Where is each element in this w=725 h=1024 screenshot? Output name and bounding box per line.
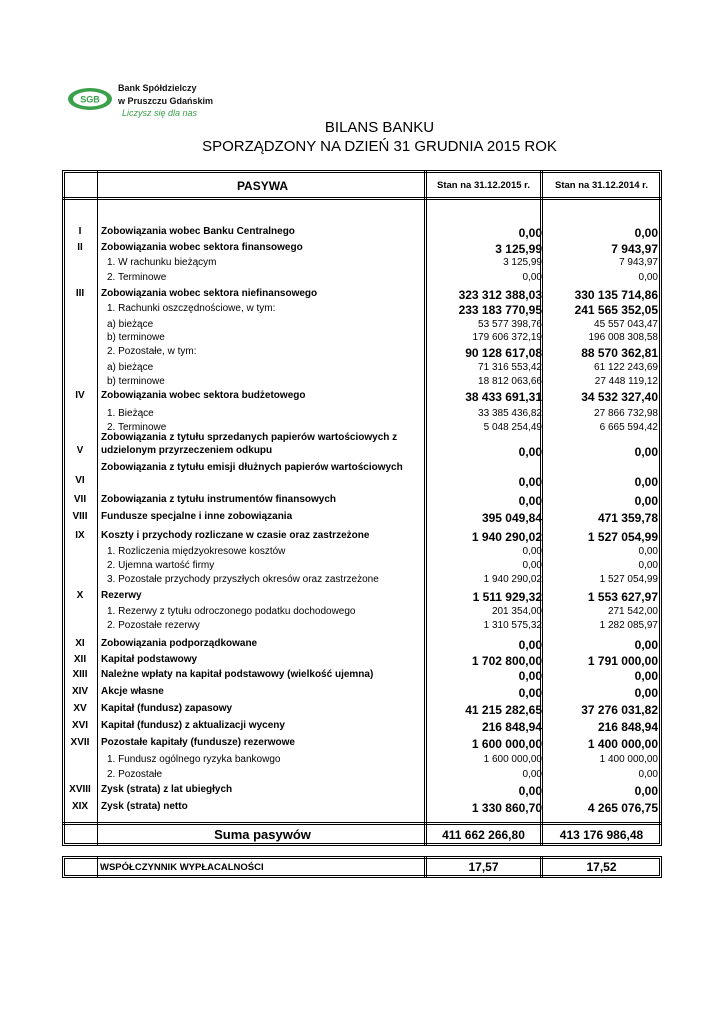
row-label: Zysk (strata) netto: [101, 801, 188, 812]
row-number: XVIII: [69, 784, 91, 795]
row-value-2015: 18 812 063,66: [478, 376, 542, 387]
row-value-2014: 271 542,00: [607, 606, 658, 617]
row-label: 1. Rezerwy z tytułu odroczonego podatku dochodowego: [107, 606, 356, 617]
table-row: [62, 332, 662, 346]
row-value-2014: 0,00: [638, 769, 658, 780]
row-value-2015: 1 310 575,32: [483, 620, 542, 631]
row-label: Koszty i przychody rozliczane w czasie oraz zastrzeżone: [101, 530, 370, 541]
row-label: 1. Rachunki oszczędnościowe, w tym:: [107, 303, 276, 314]
row-label: 2. Pozostałe, w tym:: [107, 346, 197, 357]
row-label: b) terminowe: [107, 332, 165, 343]
solvency-ratio-2015: 17,57: [468, 860, 499, 874]
row-value-2015: 3 125,99: [503, 257, 542, 268]
solvency-ratio-label: WSPÓŁCZYNNIK WYPŁACALNOŚCI: [100, 862, 264, 873]
table-row: [62, 288, 662, 302]
table-row: [62, 257, 662, 271]
document-title: BILANS BANKU: [324, 119, 435, 136]
total-value-2014: 413 176 986,48: [559, 828, 644, 842]
row-value-2015: 323 312 388,03: [458, 288, 542, 302]
column-header-2014: Stan na 31.12.2014 r.: [555, 180, 648, 191]
row-value-2015: 201 354,00: [491, 606, 542, 617]
row-value-2014: 0,00: [634, 686, 658, 700]
row-value-2014: 0,00: [634, 445, 658, 459]
logo-mark: SGB: [80, 94, 100, 105]
row-value-2015: 233 183 770,95: [458, 303, 542, 317]
row-label: Rezerwy: [101, 590, 142, 601]
row-value-2014: 0,00: [634, 669, 658, 683]
bank-name-line1: Bank Spółdzielczy: [118, 83, 197, 93]
row-value-2014: 6 665 594,42: [599, 422, 658, 433]
table-row: [62, 669, 662, 683]
row-value-2014: 0,00: [638, 560, 658, 571]
row-label: 1. Fundusz ogólnego ryzyka bankowgo: [107, 754, 281, 765]
row-label: Zobowiązania wobec sektora finansowego: [101, 242, 303, 253]
row-value-2014: 27 448 119,12: [594, 376, 658, 387]
row-label: 3. Pozostałe przychody przyszłych okresów oraz zastrzeżone: [107, 574, 379, 585]
column-divider: [97, 856, 98, 878]
row-value-2015: 0,00: [522, 546, 542, 557]
row-number: II: [77, 242, 83, 253]
row-value-2015: 71 316 553,42: [478, 362, 542, 373]
row-label: Zobowiązania wobec sektora budżetowego: [101, 390, 306, 401]
row-label: 2. Terminowe: [107, 272, 167, 283]
row-label: Zobowiązania z tytułu emisji dłużnych papierów wartościowych: [101, 462, 403, 473]
row-label: 2. Pozostałe rezerwy: [107, 620, 200, 631]
row-value-2015: 33 385 436,82: [478, 408, 542, 419]
table-row: [62, 530, 662, 544]
row-value-2014: 216 848,94: [597, 720, 658, 734]
row-number: XVI: [71, 720, 89, 731]
table-row: [62, 784, 662, 798]
row-value-2015: 0,00: [518, 226, 542, 240]
table-row: [62, 606, 662, 620]
table-row: [62, 546, 662, 560]
table-row: [62, 226, 662, 240]
table-row: [62, 390, 662, 404]
row-value-2014: 27 866 732,98: [594, 408, 658, 419]
row-number: III: [75, 288, 85, 299]
header-divider: [62, 197, 662, 200]
row-label: 1. Rozliczenia międzyokresowe kosztów: [107, 546, 286, 557]
row-value-2014: 0,00: [634, 494, 658, 508]
row-number: IX: [75, 530, 85, 541]
row-value-2015: 1 702 800,00: [471, 654, 542, 668]
table-row: [62, 754, 662, 768]
row-value-2014: 330 135 714,86: [574, 288, 658, 302]
row-label: Kapitał (fundusz) z aktualizacji wyceny: [101, 720, 285, 731]
row-value-2015: 395 049,84: [481, 511, 542, 525]
table-row: [62, 362, 662, 376]
row-number: XIV: [71, 686, 89, 697]
table-row: [62, 620, 662, 634]
table-row: [62, 494, 662, 508]
table-row: [62, 590, 662, 604]
row-label: Zobowiązania z tytułu instrumentów finansowych: [101, 494, 337, 505]
table-row: [62, 737, 662, 751]
table-row: [62, 574, 662, 588]
row-number: XII: [73, 654, 87, 665]
row-value-2014: 1 553 627,97: [587, 590, 658, 604]
row-value-2014: 45 557 043,47: [594, 319, 658, 330]
row-value-2014: 1 527 054,99: [599, 574, 658, 585]
row-value-2014: 1 282 085,97: [599, 620, 658, 631]
row-value-2015: 0,00: [518, 669, 542, 683]
row-number: V: [76, 445, 84, 456]
row-value-2015: 0,00: [522, 272, 542, 283]
table-row: [62, 703, 662, 717]
table-row: [62, 303, 662, 317]
row-value-2014: 37 276 031,82: [581, 703, 658, 717]
row-label: a) bieżące: [107, 319, 154, 330]
row-label: a) bieżące: [107, 362, 154, 373]
table-row: [62, 319, 662, 333]
row-value-2015: 0,00: [522, 769, 542, 780]
row-value-2015: 0,00: [522, 560, 542, 571]
row-number: VIII: [72, 511, 88, 522]
row-value-2014: 0,00: [638, 272, 658, 283]
row-value-2014: 241 565 352,05: [574, 303, 658, 317]
row-label: Akcje własne: [101, 686, 164, 697]
section-header: PASYWA: [236, 179, 289, 193]
row-label: b) terminowe: [107, 376, 165, 387]
row-value-2014: 1 527 054,99: [587, 530, 658, 544]
row-label: 2. Ujemna wartość firmy: [107, 560, 215, 571]
table-row: [62, 686, 662, 700]
row-number: XIX: [71, 801, 89, 812]
column-header-2015: Stan na 31.12.2015 r.: [437, 180, 530, 191]
table-row: [62, 376, 662, 390]
row-value-2014: 196 008 308,58: [588, 332, 658, 343]
row-value-2014: 4 265 076,75: [587, 801, 658, 815]
row-label: Kapitał podstawowy: [101, 654, 198, 665]
row-value-2015: 1 600 000,00: [471, 737, 542, 751]
row-value-2015: 1 940 290,02: [471, 530, 542, 544]
row-number: XVII: [70, 737, 90, 748]
row-value-2015: 0,00: [518, 686, 542, 700]
row-value-2015: 1 600 000,00: [483, 754, 542, 765]
row-value-2014: 0,00: [638, 546, 658, 557]
row-value-2015: 41 215 282,65: [465, 703, 542, 717]
row-value-2015: 1 511 929,32: [472, 590, 542, 604]
row-value-2015: 53 577 398,76: [478, 319, 542, 330]
table-row: [62, 408, 662, 422]
row-value-2014: 1 400 000,00: [599, 754, 658, 765]
row-value-2015: 90 128 617,08: [465, 346, 542, 360]
table-row: [62, 242, 662, 256]
row-label: 1. Bieżące: [107, 408, 154, 419]
table-row: [62, 560, 662, 574]
row-number: XV: [73, 703, 87, 714]
table-row: [62, 511, 662, 525]
row-value-2015: 216 848,94: [481, 720, 542, 734]
row-label: Należne wpłaty na kapitał podstawowy (wielkość ujemna): [101, 669, 374, 680]
sgb-logo-icon: [66, 80, 116, 114]
row-label: Zobowiązania z tytułu sprzedanych papierów wartościowych z udzielonym przyrzeczeniem odkupu: [101, 432, 398, 456]
row-value-2014: 0,00: [634, 638, 658, 652]
total-value-2015: 411 662 266,80: [442, 828, 525, 842]
row-label: Zobowiązania podporządkowane: [101, 638, 258, 649]
row-value-2014: 0,00: [634, 784, 658, 798]
row-number: VII: [73, 494, 87, 505]
table-row: [62, 462, 662, 495]
row-label: Kapitał (fundusz) zapasowy: [101, 703, 233, 714]
row-value-2014: 61 122 243,69: [594, 362, 658, 373]
row-value-2014: 88 570 362,81: [581, 346, 658, 360]
row-value-2014: 1 791 000,00: [587, 654, 658, 668]
row-value-2015: 1 940 290,02: [483, 574, 542, 585]
row-value-2014: 0,00: [634, 226, 658, 240]
row-value-2014: 471 359,78: [597, 511, 658, 525]
row-value-2015: 0,00: [518, 475, 542, 489]
row-number: XIII: [72, 669, 88, 680]
bank-name-line2: w Pruszczu Gdańskim: [118, 96, 214, 106]
bank-slogan: Liczysz się dla nas: [122, 108, 198, 118]
row-number: X: [76, 590, 84, 601]
solvency-ratio-2014: 17,52: [586, 860, 617, 874]
row-value-2015: 0,00: [518, 638, 542, 652]
row-value-2015: 1 330 860,70: [471, 801, 542, 815]
row-value-2014: 7 943,97: [611, 242, 658, 256]
row-number: I: [78, 226, 82, 237]
total-divider: [62, 822, 662, 825]
row-value-2014: 34 532 327,40: [581, 390, 658, 404]
row-label: 2. Terminowe: [107, 422, 167, 433]
row-label: Zobowiązania wobec sektora niefinansowego: [101, 288, 318, 299]
row-label: Zysk (strata) z lat ubiegłych: [101, 784, 233, 795]
row-value-2014: 0,00: [634, 475, 658, 489]
row-number: XI: [75, 638, 85, 649]
row-value-2014: 1 400 000,00: [587, 737, 658, 751]
document-subtitle: SPORZĄDZONY NA DZIEŃ 31 GRUDNIA 2015 ROK: [202, 138, 557, 155]
table-row: [62, 769, 662, 783]
table-row: [62, 720, 662, 734]
row-value-2015: 5 048 254,49: [483, 422, 542, 433]
row-value-2014: 7 943,97: [619, 257, 658, 268]
table-row: [62, 638, 662, 652]
bank-logo: [66, 80, 236, 122]
row-value-2015: 3 125,99: [495, 242, 542, 256]
row-number: IV: [75, 390, 85, 401]
table-row: [62, 272, 662, 286]
row-value-2015: 0,00: [518, 494, 542, 508]
row-value-2015: 0,00: [518, 445, 542, 459]
row-label: 1. W rachunku bieżącym: [107, 257, 217, 268]
table-row: [62, 801, 662, 815]
table-row: [62, 654, 662, 668]
row-value-2015: 38 433 691,31: [465, 390, 542, 404]
column-divider: [540, 856, 543, 878]
row-number: VI: [75, 475, 85, 486]
row-label: Zobowiązania wobec Banku Centralnego: [101, 226, 295, 237]
row-label: Pozostałe kapitały (fundusze) rezerwowe: [101, 737, 295, 748]
row-label: 2. Pozostałe: [107, 769, 163, 780]
row-value-2015: 179 606 372,19: [472, 332, 542, 343]
row-value-2015: 0,00: [518, 784, 542, 798]
table-row: [62, 346, 662, 360]
total-label: Suma pasywów: [214, 827, 311, 842]
row-label: Fundusze specjalne i inne zobowiązania: [101, 511, 293, 522]
